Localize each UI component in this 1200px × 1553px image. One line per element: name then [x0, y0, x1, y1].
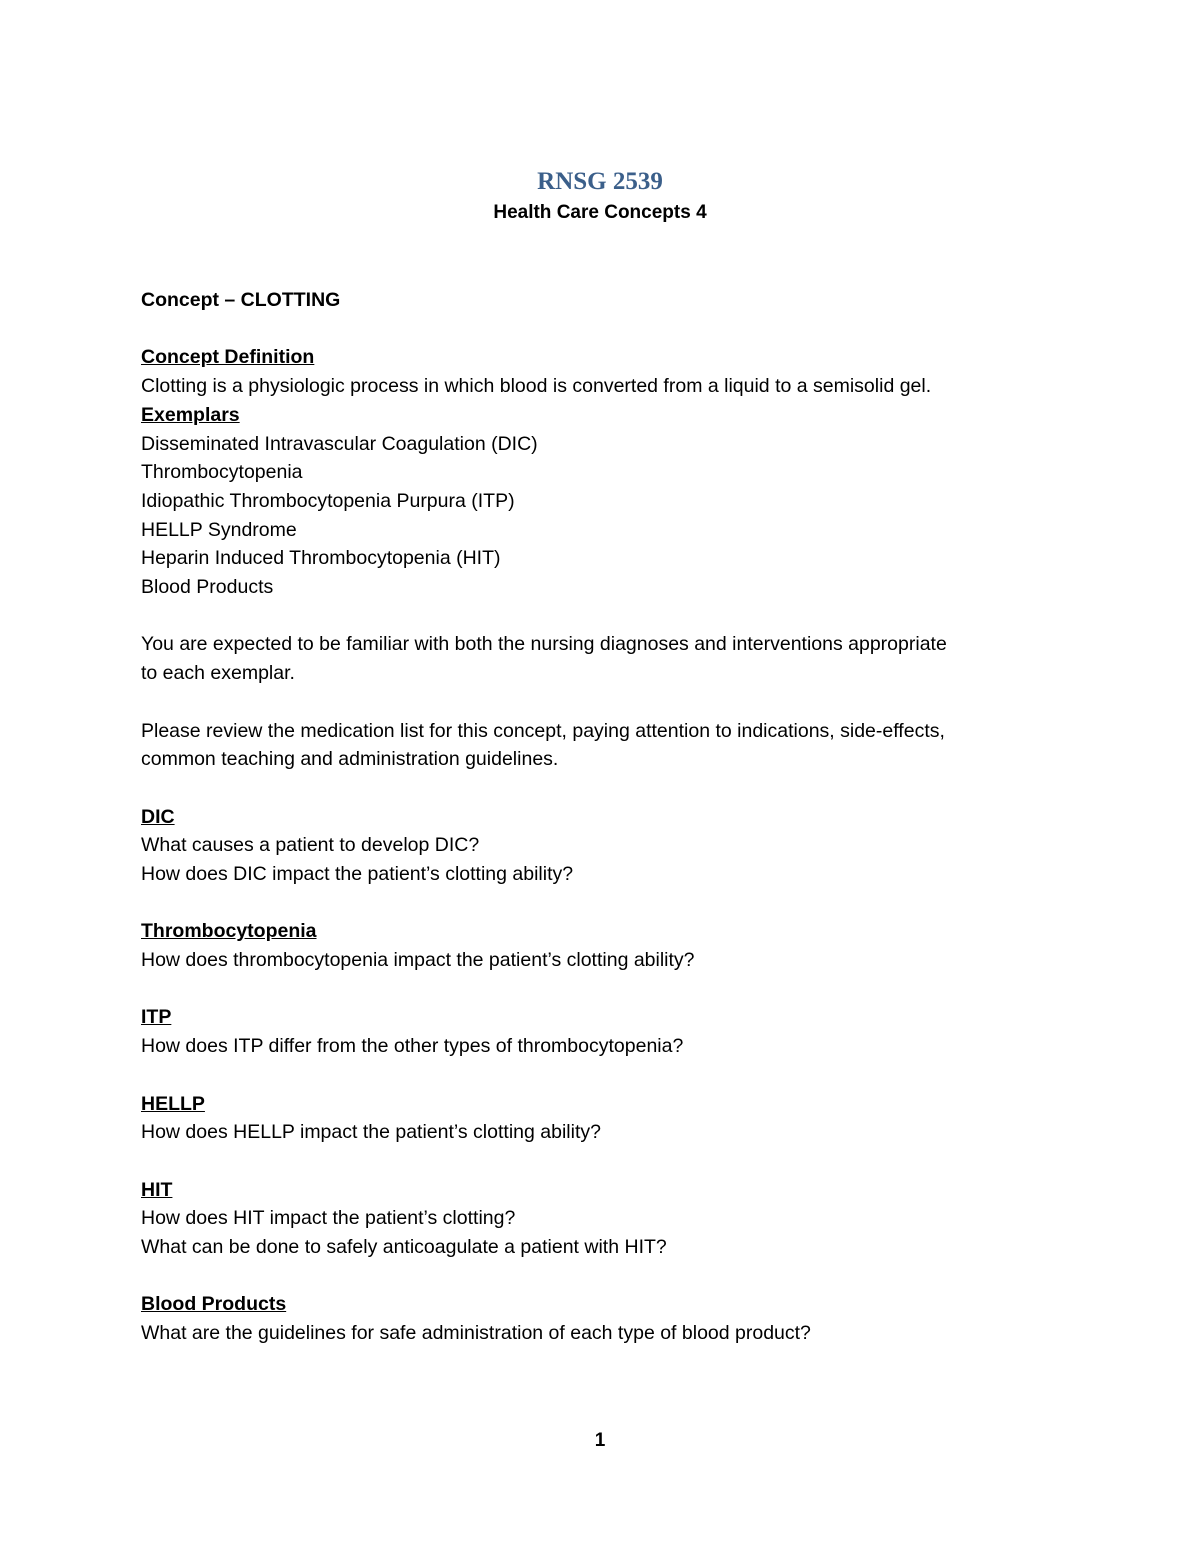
exemplar-item: HELLP Syndrome — [141, 518, 297, 541]
section-heading-thrombocytopenia: Thrombocytopenia — [141, 920, 317, 943]
section-question: How does HIT impact the patient’s clotting? — [141, 1207, 516, 1230]
spacer — [141, 975, 1061, 1004]
course-subtitle: Health Care Concepts 4 — [493, 202, 707, 223]
medication-paragraph-line: common teaching and administration guidelines. — [141, 748, 559, 771]
exemplars-heading: Exemplars — [141, 403, 240, 426]
document-body — [141, 286, 1061, 1348]
exemplar-item: Idiopathic Thrombocytopenia Purpura (ITP) — [141, 489, 515, 512]
spacer — [141, 889, 1061, 918]
exemplar-item: Blood Products — [141, 576, 274, 599]
section-heading-hit: HIT — [141, 1178, 173, 1201]
section-heading-itp: ITP — [141, 1006, 172, 1029]
section-question: How does ITP differ from the other types of thrombocytopenia? — [141, 1035, 684, 1058]
medication-paragraph-line: Please review the medication list for this concept, paying attention to indications, side-effects, — [141, 719, 945, 742]
spacer — [141, 774, 1061, 803]
concept-line: Concept – CLOTTING — [141, 289, 341, 311]
section-heading-hellp: HELLP — [141, 1092, 205, 1115]
expectation-paragraph-line: You are expected to be familiar with both the nursing diagnoses and interventions appropriate — [141, 633, 947, 656]
spacer — [141, 1147, 1061, 1176]
section-question: How does thrombocytopenia impact the patient’s clotting ability? — [141, 949, 695, 972]
section-question: What causes a patient to develop DIC? — [141, 834, 480, 857]
spacer — [141, 688, 1061, 717]
course-code-title: RNSG 2539 — [537, 168, 663, 195]
definition-heading: Concept Definition — [141, 346, 315, 369]
section-heading-dic: DIC — [141, 805, 175, 828]
section-question: How does DIC impact the patient’s clotting ability? — [141, 863, 574, 885]
page-number: 1 — [594, 1430, 606, 1451]
spacer — [141, 602, 1061, 631]
section-question: What can be done to safely anticoagulate a patient with HIT? — [141, 1236, 667, 1259]
exemplar-item: Disseminated Intravascular Coagulation (DIC) — [141, 432, 538, 455]
spacer — [141, 315, 1061, 344]
spacer — [141, 1061, 1061, 1090]
section-heading-blood-products: Blood Products — [141, 1293, 287, 1316]
exemplar-item: Thrombocytopenia — [141, 461, 303, 484]
exemplar-item: Heparin Induced Thrombocytopenia (HIT) — [141, 547, 501, 570]
expectation-paragraph-line: to each exemplar. — [141, 662, 295, 685]
section-question: What are the guidelines for safe administration of each type of blood product? — [141, 1322, 811, 1345]
definition-text: Clotting is a physiologic process in which blood is converted from a liquid to a semisolid gel. — [141, 375, 932, 398]
section-question: How does HELLP impact the patient’s clotting ability? — [141, 1121, 601, 1144]
spacer — [141, 1262, 1061, 1291]
